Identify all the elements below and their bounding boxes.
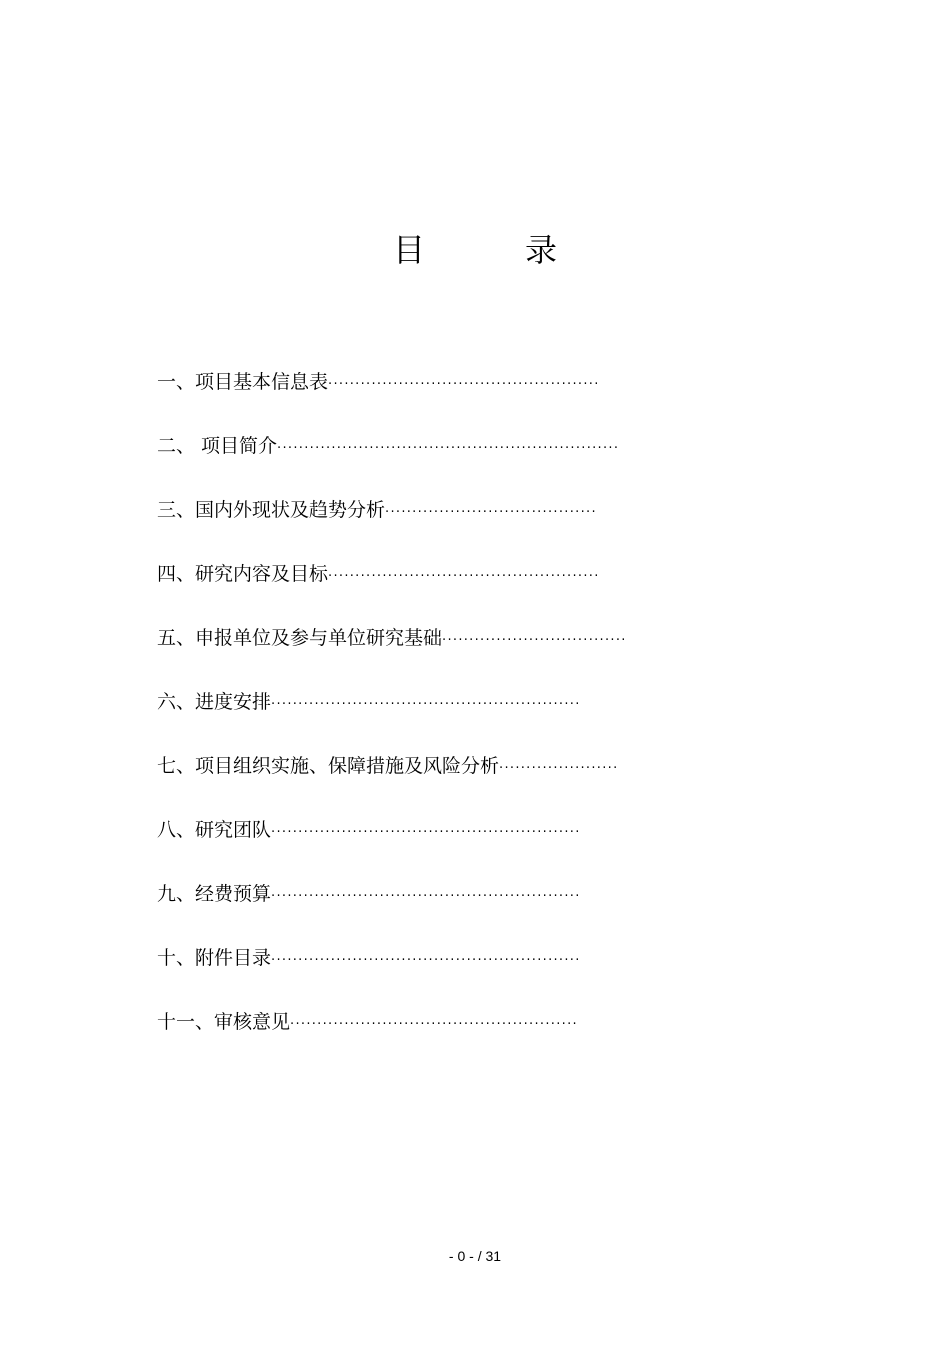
toc-dot-leader: ·································· [442,633,627,648]
toc-entry-research-content[interactable] [157,552,627,616]
toc-entry-label: 八、研究团队 [157,819,272,841]
toc-entry-label: 六、进度安排 [157,691,272,713]
page-title: 目 录 [392,231,591,269]
toc-entry-budget[interactable] [157,872,627,936]
toc-entry-label: 九、经费预算 [157,883,272,905]
toc-entry-implementation-risk[interactable] [157,744,627,808]
toc-entry-label: 十、附件目录 [157,947,272,969]
toc-entry-label: 一、项目基本信息表 [157,371,329,393]
toc-dot-leader: ······································· [385,505,597,520]
toc-entry-label: 十一、审核意见 [157,1011,291,1033]
toc-entry-review-opinion[interactable] [157,1000,627,1064]
toc-entry-project-intro[interactable] [157,424,627,488]
toc-entry-label: 三、国内外现状及趋势分析 [157,499,386,521]
toc-entry-status-trends[interactable] [157,488,627,552]
toc-entry-label: 二、 项目简介 [157,435,278,457]
toc-entry-attachments[interactable] [157,936,627,1000]
toc-dot-leader: ·················································· [328,377,600,392]
table-of-contents [157,360,627,1064]
toc-entry-label: 七、项目组织实施、保障措施及风险分析 [157,755,500,777]
toc-dot-leader: ·················································· [328,569,600,584]
toc-entry-basic-info[interactable] [157,360,627,424]
toc-entry-label: 五、申报单位及参与单位研究基础 [157,627,443,649]
toc-dot-leader: ························································· [271,889,581,904]
page-number: - 0 - / 31 [448,1248,502,1264]
toc-dot-leader: ······························································· [277,441,620,456]
toc-dot-leader: ························································· [271,825,581,840]
toc-dot-leader: ······················ [499,761,619,776]
toc-entry-research-foundation[interactable] [157,616,627,680]
toc-dot-leader: ····················································· [290,1017,578,1032]
toc-entry-label: 四、研究内容及目标 [157,563,329,585]
toc-dot-leader: ························································· [271,953,581,968]
toc-dot-leader: ························································· [271,697,581,712]
toc-entry-schedule[interactable] [157,680,627,744]
toc-entry-research-team[interactable] [157,808,627,872]
